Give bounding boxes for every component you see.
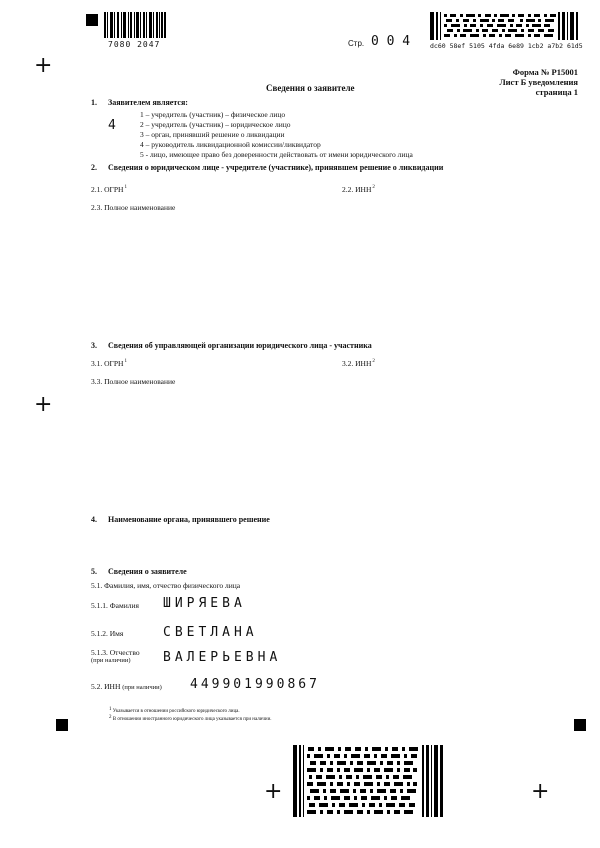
footnote-1: 1 Указывается в отношении российского юридического лица.	[109, 707, 240, 714]
section-3-ogrn-label: 3.1. ОГРН$^1$	[91, 359, 127, 368]
registration-mark-bottom-left	[56, 719, 68, 731]
inn-field[interactable]: 449901990867	[190, 677, 320, 692]
section-1-number: 1.	[91, 98, 97, 107]
page-label: Стр.	[348, 39, 365, 48]
crosshair-mark-middle-left: +	[34, 392, 53, 417]
patronymic-label: 5.1.3. Отчество	[91, 648, 140, 657]
inn-label: 5.2. ИНН (при наличии)	[91, 682, 162, 691]
crosshair-mark-bottom-right: +	[531, 779, 550, 804]
document-2d-barcode	[430, 12, 578, 40]
section-4-heading: Наименование органа, принявшего решение	[108, 515, 270, 524]
section-3-inn-label: 3.2. ИНН$^2$	[342, 359, 375, 368]
registration-mark-bottom-right	[574, 719, 586, 731]
section-2-heading: Сведения о юридическом лице - учредителе (участнике), принявшем решение о ликвидации	[108, 163, 444, 172]
registration-mark-top-left	[86, 14, 98, 26]
applicant-type-option-2: 2 – учредитель (участник) – юридическое лицо	[140, 120, 291, 129]
page-title: Сведения о заявителе	[266, 83, 355, 93]
barcode-code: dc60 58ef 5105 4fda 6e89 1cb2 a7b2 61d5	[430, 42, 583, 50]
section-5-heading: Сведения о заявителе	[108, 567, 187, 576]
section-1-heading: Заявителем является:	[108, 98, 188, 107]
patronymic-field[interactable]: ВАЛЕРЬЕВНА	[163, 650, 282, 665]
applicant-type-option-5: 5 - лицо, имеющее право без доверенности действовать от имени юридического лица	[140, 150, 413, 159]
form-code: 7080 2047	[108, 40, 161, 49]
section-3-name-label: 3.3. Полное наименование	[91, 377, 176, 386]
page-number: 0 0 4	[371, 34, 411, 49]
section-2-name-label: 2.3. Полное наименование	[91, 203, 176, 212]
patronymic-note: (при наличии)	[91, 657, 131, 664]
footnote-2: 2 В отношении иностранного юридического лица указывается при наличии.	[109, 715, 272, 722]
applicant-type-option-3: 3 – орган, принявший решение о ликвидации	[140, 130, 285, 139]
surname-label: 5.1.1. Фамилия	[91, 601, 139, 610]
form-barcode	[104, 12, 166, 38]
first-name-label: 5.1.2. Имя	[91, 629, 124, 638]
section-3-number: 3.	[91, 341, 97, 350]
crosshair-mark-top-left: +	[34, 53, 53, 78]
applicant-type-option-1: 1 – учредитель (участник) – физическое лицо	[140, 110, 286, 119]
crosshair-mark-bottom-left: +	[264, 779, 283, 804]
first-name-field[interactable]: СВЕТЛАНА	[163, 625, 258, 640]
section-4-number: 4.	[91, 515, 97, 524]
section-2-number: 2.	[91, 163, 97, 172]
form-name: Форма № Р15001	[512, 67, 578, 77]
section-5-number: 5.	[91, 567, 97, 576]
applicant-type-option-4: 4 – руководитель ликвидационной комиссии/ликвидатор	[140, 140, 321, 149]
section-2-ogrn-label: 2.1. ОГРН$^1$	[91, 185, 127, 194]
section-2-inn-label: 2.2. ИНН$^2$	[342, 185, 375, 194]
sheet-name: Лист Б уведомления	[499, 77, 578, 87]
fio-label: 5.1. Фамилия, имя, отчество физического лица	[91, 581, 241, 590]
applicant-type-value[interactable]: 4	[108, 118, 116, 133]
bottom-2d-barcode	[293, 745, 443, 817]
surname-field[interactable]: ШИРЯЕВА	[163, 596, 246, 611]
sheet-page: страница 1	[535, 87, 578, 97]
section-3-heading: Сведения об управляющей организации юридического лица - участника	[108, 341, 372, 350]
